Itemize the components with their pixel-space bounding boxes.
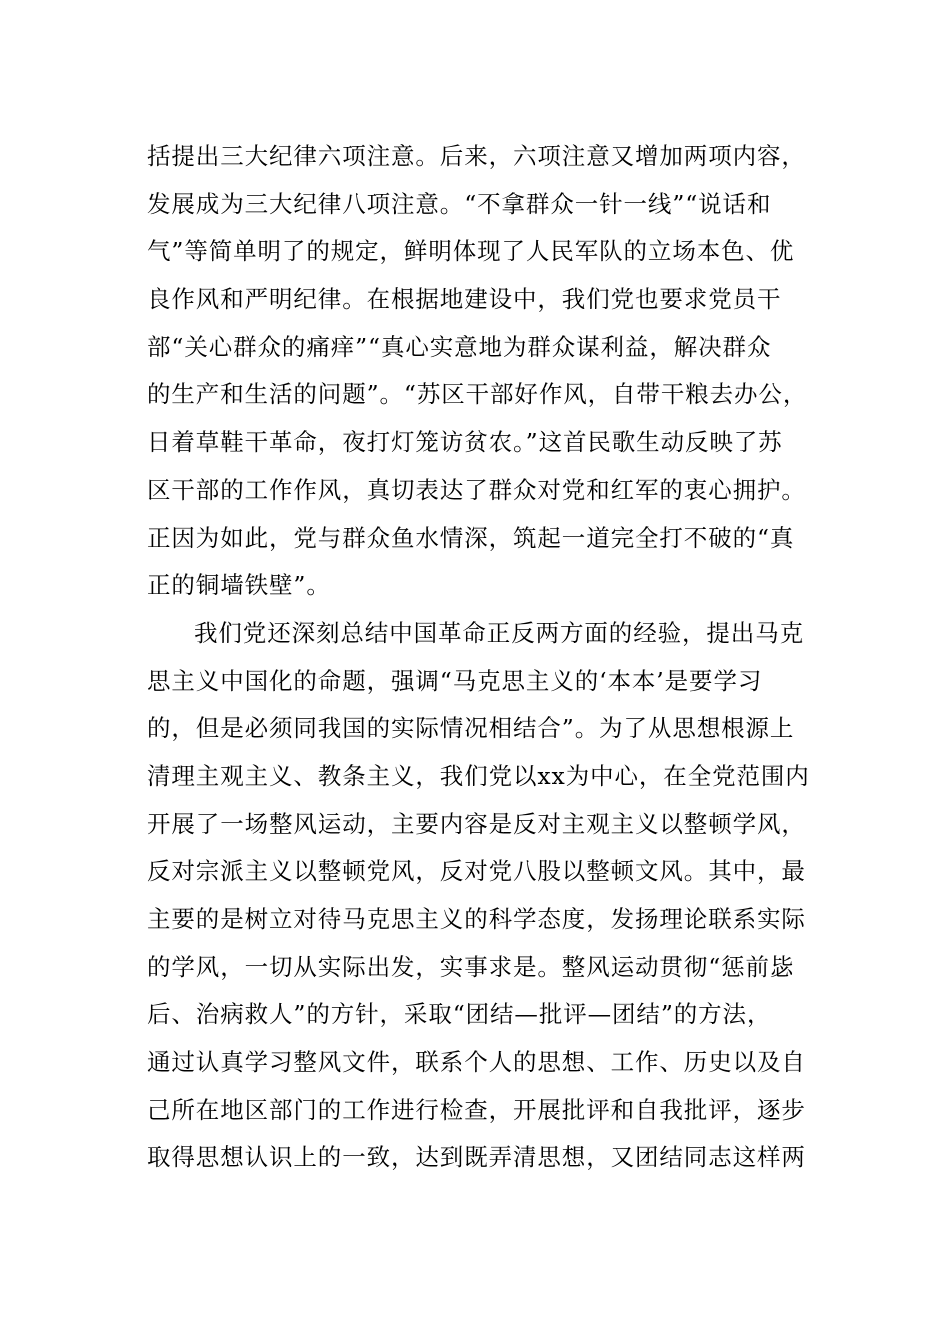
text-line: 发展成为三大纪律八项注意。“不拿群众一针一线”“说话和	[147, 189, 772, 218]
text-line: 区干部的工作作风，真切表达了群众对党和红军的衷心拥护。	[147, 475, 806, 504]
text-line: 取得思想认识上的一致，达到既弄清思想，又团结同志这样两	[147, 1143, 806, 1172]
text-line: 通过认真学习整风文件，联系个人的思想、工作、历史以及自	[147, 1048, 806, 1077]
paragraph-1	[147, 133, 837, 610]
text-line: 正的铜墙铁壁”。	[147, 571, 331, 600]
text-line: 己所在地区部门的工作进行检查，开展批评和自我批评，逐步	[147, 1095, 806, 1124]
text-line: 后、治病救人”的方针，采取“团结—批评—团结”的方法，	[147, 1000, 772, 1029]
text-line: 的生产和生活的问题”。“苏区干部好作风，自带干粮去办公，	[147, 380, 808, 409]
text-line: 反对宗派主义以整顿党风，反对党八股以整顿文风。其中，最	[147, 857, 806, 886]
text-line: 部“关心群众的痛痒”“真心实意地为群众谋利益，解决群众	[147, 332, 772, 361]
document-body	[147, 133, 837, 1182]
text-line: 思主义中国化的命题，强调“马克思主义的‘本本’是要学习	[147, 666, 763, 695]
text-line: 的学风，一切从实际出发，实事求是。整风运动贯彻“惩前毖	[147, 952, 795, 981]
text-line: 气”等简单明了的规定，鲜明体现了人民军队的立场本色、优	[147, 237, 795, 266]
text-line: 良作风和严明纪律。在根据地建设中，我们党也要求党员干	[147, 285, 782, 314]
text-line-indented: 我们党还深刻总结中国革命正反两方面的经验，提出马克	[194, 618, 804, 647]
text-line: 开展了一场整风运动，主要内容是反对主观主义以整顿学风，	[147, 809, 806, 838]
paragraph-2	[147, 610, 837, 1182]
text-line: 正因为如此，党与群众鱼水情深，筑起一道完全打不破的“真	[147, 523, 795, 552]
text-line: 的，但是必须同我国的实际情况相结合”。为了从思想根源上	[147, 714, 795, 743]
text-line: 括提出三大纪律六项注意。后来，六项注意又增加两项内容，	[147, 142, 806, 170]
text-line: 清理主观主义、教条主义，我们党以xx为中心，在全党范围内	[147, 761, 810, 790]
text-line: 主要的是树立对待马克思主义的科学态度，发扬理论联系实际	[147, 905, 806, 933]
text-line: 日着草鞋干革命，夜打灯笼访贫农。”这首民歌生动反映了苏	[147, 428, 783, 457]
